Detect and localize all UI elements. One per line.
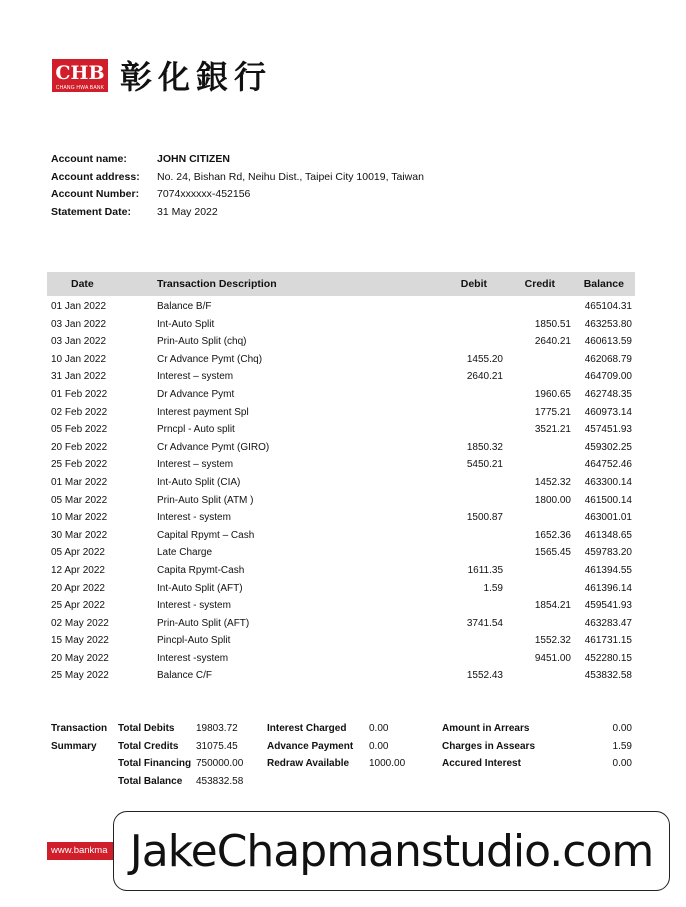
row-description: Balance B/F — [157, 301, 212, 312]
row-date: 01 Jan 2022 — [51, 301, 107, 312]
header-debit: Debit — [460, 278, 487, 290]
account-address-label: Account address: — [51, 170, 140, 183]
row-credit: 1652.36 — [534, 529, 571, 541]
summary-title-2: Summary — [51, 740, 97, 752]
row-description: Int-Auto Split — [157, 318, 215, 330]
table-header — [47, 272, 635, 296]
transactions-table — [47, 272, 635, 685]
row-debit: 2640.21 — [466, 371, 503, 383]
table-row — [47, 439, 635, 457]
table-row — [47, 386, 635, 404]
total-balance-value: 453832.58 — [196, 775, 244, 787]
accured-interest-value: 0.00 — [612, 758, 632, 770]
table-row — [47, 597, 635, 615]
row-date: 05 Apr 2022 — [51, 547, 105, 559]
row-debit: 3741.54 — [466, 617, 503, 629]
row-date: 25 May 2022 — [51, 670, 109, 682]
row-description: Cr Advance Pymt (Chq) — [157, 353, 263, 365]
row-balance: 459541.93 — [584, 600, 632, 612]
row-balance: 459302.25 — [584, 441, 632, 453]
account-number-row — [51, 185, 424, 203]
row-balance: 459783.20 — [584, 547, 632, 559]
row-description: Dr Advance Pymt — [157, 388, 235, 400]
row-credit: 1552.32 — [534, 635, 571, 647]
row-date: 25 Feb 2022 — [51, 459, 108, 471]
table-row — [47, 492, 635, 510]
table-row — [47, 509, 635, 527]
row-date: 12 Apr 2022 — [51, 564, 105, 576]
advance-payment-value: 0.00 — [369, 740, 389, 752]
row-balance: 461500.14 — [584, 494, 632, 506]
interest-charged-value: 0.00 — [369, 723, 389, 734]
row-date: 02 Feb 2022 — [51, 406, 108, 418]
row-credit: 1854.21 — [534, 600, 571, 612]
row-debit: 1552.43 — [466, 670, 503, 682]
row-description: Interest -system — [157, 652, 229, 664]
row-credit: 3521.21 — [534, 424, 571, 436]
row-description: Capital Rpymt – Cash — [157, 529, 255, 541]
row-balance: 464752.46 — [584, 459, 632, 471]
total-credits-label: Total Credits — [118, 740, 179, 752]
row-description: Late Charge — [157, 547, 213, 559]
row-description: Prin-Auto Split (ATM ) — [157, 494, 254, 506]
row-date: 10 Mar 2022 — [51, 512, 108, 524]
table-row — [47, 456, 635, 474]
total-credits-value: 31075.45 — [196, 740, 238, 752]
row-balance: 452280.15 — [584, 652, 632, 664]
row-description: Capita Rpymt-Cash — [157, 564, 245, 576]
row-balance: 462068.79 — [584, 353, 632, 365]
bank-logo — [52, 52, 272, 98]
row-description: Prin-Auto Split (chq) — [157, 336, 247, 348]
summary-title-1: Transaction — [51, 723, 108, 734]
account-details — [51, 150, 424, 221]
account-address-value: No. 24, Bishan Rd, Neihu Dist., Taipei City 10019, Taiwan — [157, 170, 424, 183]
row-credit: 9451.00 — [534, 652, 571, 664]
row-credit: 1452.32 — [534, 476, 571, 488]
total-financing-value: 750000.00 — [196, 758, 244, 770]
total-debits-label: Total Debits — [118, 723, 175, 734]
row-debit: 1850.32 — [466, 441, 503, 453]
account-address-row — [51, 168, 424, 186]
row-date: 05 Mar 2022 — [51, 494, 108, 506]
charges-arrears-value: 1.59 — [612, 740, 632, 752]
table-row — [47, 667, 635, 685]
row-credit: 1960.65 — [534, 388, 571, 400]
table-row — [47, 474, 635, 492]
table-row — [47, 298, 635, 316]
row-description: Interest payment Spl — [157, 406, 249, 418]
row-balance: 461348.65 — [584, 529, 632, 541]
table-row — [47, 632, 635, 650]
footer-website[interactable]: www.bankma — [51, 845, 108, 856]
statement-date-value: 31 May 2022 — [157, 205, 218, 218]
row-credit: 1850.51 — [534, 318, 571, 330]
header-credit: Credit — [524, 278, 555, 290]
row-credit: 1565.45 — [534, 547, 571, 559]
row-date: 20 Feb 2022 — [51, 441, 108, 453]
row-credit: 1800.00 — [534, 494, 571, 506]
row-credit: 2640.21 — [534, 336, 571, 348]
table-row — [47, 527, 635, 545]
table-row — [47, 562, 635, 580]
row-date: 25 Apr 2022 — [51, 600, 105, 612]
account-name-label: Account name: — [51, 152, 127, 165]
header-date: Date — [71, 278, 94, 290]
account-number-label: Account Number: — [51, 188, 140, 201]
row-balance: 453832.58 — [584, 670, 632, 682]
chb-logo-mark — [52, 59, 108, 92]
row-date: 03 Jan 2022 — [51, 318, 107, 330]
row-date: 05 Feb 2022 — [51, 424, 108, 436]
row-debit: 1.59 — [483, 582, 503, 594]
amount-arrears-label: Amount in Arrears — [442, 723, 530, 734]
row-date: 01 Feb 2022 — [51, 388, 108, 400]
row-description: Balance C/F — [157, 670, 213, 682]
row-balance: 461396.14 — [584, 582, 632, 594]
row-debit: 1455.20 — [466, 353, 503, 365]
amount-arrears-value: 0.00 — [612, 723, 632, 734]
row-debit: 1611.35 — [467, 564, 503, 576]
total-balance-label: Total Balance — [118, 775, 183, 787]
row-debit: 1500.87 — [466, 512, 503, 524]
row-balance: 462748.35 — [584, 388, 632, 400]
total-debits-value: 19803.72 — [196, 723, 238, 734]
row-debit: 5450.21 — [466, 459, 503, 471]
row-description: Cr Advance Pymt (GIRO) — [157, 441, 270, 453]
table-row — [47, 580, 635, 598]
table-row — [47, 316, 635, 334]
row-description: Prin-Auto Split (AFT) — [157, 617, 250, 629]
row-balance: 463300.14 — [584, 476, 632, 488]
account-name-value: JOHN CITIZEN — [157, 152, 230, 165]
row-balance: 460973.14 — [584, 406, 632, 418]
row-date: 15 May 2022 — [51, 635, 109, 647]
statement-date-label: Statement Date: — [51, 205, 131, 218]
row-balance: 463001.01 — [584, 512, 632, 524]
logo-chinese-name: 彰化銀行 — [120, 58, 273, 96]
row-balance: 461731.15 — [584, 635, 632, 647]
row-description: Prncpl - Auto split — [157, 424, 235, 436]
logo-subtitle: CHANG HWA BANK — [55, 84, 105, 91]
row-date: 01 Mar 2022 — [51, 476, 108, 488]
row-description: Pincpl-Auto Split — [157, 635, 231, 647]
accured-interest-label: Accured Interest — [442, 758, 521, 770]
redraw-available-value: 1000.00 — [369, 758, 406, 770]
table-row — [47, 421, 635, 439]
table-row — [47, 650, 635, 668]
row-balance: 457451.93 — [584, 424, 632, 436]
row-credit: 1775.21 — [534, 406, 571, 418]
total-financing-label: Total Financing — [118, 758, 192, 770]
row-balance: 465104.31 — [584, 301, 632, 312]
table-row — [47, 544, 635, 562]
account-number-value: 7074xxxxxx-452156 — [157, 188, 251, 201]
row-balance: 463283.47 — [584, 617, 632, 629]
row-description: Interest – system — [157, 371, 234, 383]
advance-payment-label: Advance Payment — [267, 740, 354, 752]
table-row — [47, 404, 635, 422]
logo-abbr: CHB — [55, 61, 105, 84]
row-balance: 460613.59 — [584, 336, 632, 348]
row-date: 20 May 2022 — [51, 652, 109, 664]
watermark-banner — [113, 811, 670, 891]
table-row — [47, 333, 635, 351]
account-name-row — [51, 150, 424, 168]
row-description: Interest - system — [157, 512, 231, 524]
header-balance: Balance — [583, 278, 624, 290]
table-body — [47, 296, 635, 685]
table-row — [47, 368, 635, 386]
table-row — [47, 351, 635, 369]
row-date: 10 Jan 2022 — [51, 353, 107, 365]
watermark-text: JakeChapmanstudio.com — [129, 825, 654, 877]
statement-date-row — [51, 203, 424, 221]
row-date: 31 Jan 2022 — [51, 371, 107, 383]
row-balance: 461394.55 — [584, 564, 632, 576]
row-description: Interest - system — [157, 600, 231, 612]
row-description: Int-Auto Split (CIA) — [157, 476, 241, 488]
row-description: Interest – system — [157, 459, 234, 471]
charges-arrears-label: Charges in Assears — [442, 740, 536, 752]
row-balance: 464709.00 — [584, 371, 632, 383]
row-date: 30 Mar 2022 — [51, 529, 108, 541]
row-balance: 463253.80 — [584, 318, 632, 330]
row-description: Int-Auto Split (AFT) — [157, 582, 243, 594]
row-date: 02 May 2022 — [51, 617, 109, 629]
header-description: Transaction Description — [157, 278, 277, 290]
row-date: 03 Jan 2022 — [51, 336, 107, 348]
interest-charged-label: Interest Charged — [267, 723, 347, 734]
table-row — [47, 615, 635, 633]
redraw-available-label: Redraw Available — [267, 758, 350, 770]
row-date: 20 Apr 2022 — [51, 582, 105, 594]
